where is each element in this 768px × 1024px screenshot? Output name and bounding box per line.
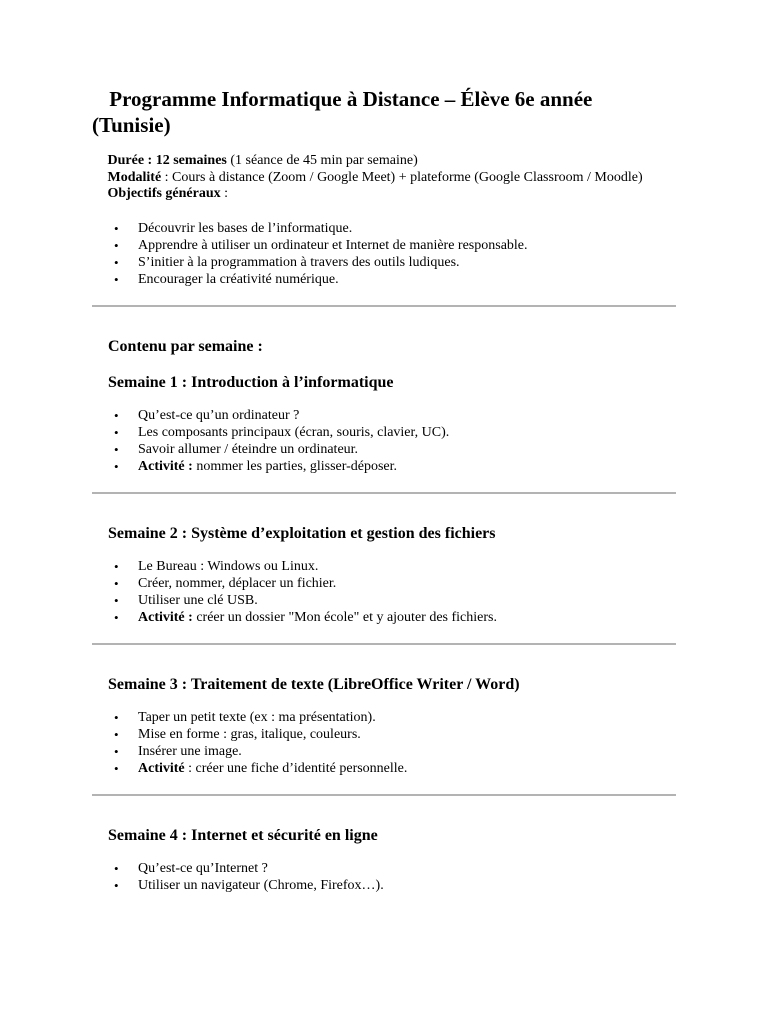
list-item: • Mise en forme : gras, italique, couleurs. [92,726,676,743]
section-divider [92,794,676,796]
activity-label: Activité [138,760,185,776]
objectives-text: : [220,186,229,201]
week-heading [92,373,676,393]
list-item: • Encourager la créativité numérique. [92,271,676,288]
list-item: • Le Bureau : Windows ou Linux. [92,558,676,575]
program-meta [92,153,676,203]
week-heading-text: Semaine 2 : Système d’exploitation et gestion des fichiers [108,524,496,542]
week-heading [92,826,676,846]
list-item: • Apprendre à utiliser un ordinateur et Internet de manière responsable. [92,237,676,254]
list-item: • Les composants principaux (écran, souris, clavier, UC). [92,424,676,441]
modality-line [92,170,676,187]
title-text: Programme Informatique à Distance – Élève 6e année (Tunisie) [92,87,593,137]
list-item: • Qu’est-ce qu’Internet ? [92,860,676,877]
week-heading-text: Semaine 3 : Traitement de texte (LibreOffice Writer / Word) [108,675,520,693]
activity-item [92,458,676,475]
content-heading-text: Contenu par semaine : [108,337,263,355]
section-divider [92,643,676,645]
list-item: • Découvrir les bases de l’informatique. [92,220,676,237]
activity-text: : créer une fiche d’identité personnelle. [184,760,408,776]
document-title [92,86,676,138]
week-items [92,407,676,475]
activity-label: Activité : [138,609,193,625]
activity-text: créer un dossier "Mon école" et y ajouter des fichiers. [192,609,497,625]
list-item: • Utiliser un navigateur (Chrome, Firefox…). [92,877,676,894]
week-heading [92,524,676,544]
week-heading-text: Semaine 1 : Introduction à l’informatique [108,373,394,391]
week-items [92,558,676,626]
duration-text: (1 séance de 45 min par semaine) [226,153,418,168]
section-divider [92,492,676,494]
objectives-label: Objectifs généraux [107,186,221,201]
document-body [92,86,676,894]
objectives-list [92,220,676,288]
list-item: • Insérer une image. [92,743,676,760]
section-divider [92,305,676,307]
list-item: • Taper un petit texte (ex : ma présentation). [92,709,676,726]
objectives-line [92,186,676,203]
week-heading-text: Semaine 4 : Internet et sécurité en ligne [108,826,378,844]
activity-item [92,760,676,777]
list-item: • S’initier à la programmation à travers des outils ludiques. [92,254,676,271]
week-items [92,709,676,777]
modality-label: Modalité [107,169,162,185]
content-heading [92,337,676,357]
list-item: • Utiliser une clé USB. [92,592,676,609]
activity-label: Activité : [138,458,193,474]
week-heading [92,675,676,695]
duration-line [92,153,676,170]
list-item: • Savoir allumer / éteindre un ordinateur. [92,441,676,458]
activity-item [92,609,676,626]
week-items [92,860,676,894]
duration-label: Durée : 12 semaines [107,153,227,168]
list-item: • Qu’est-ce qu’un ordinateur ? [92,407,676,424]
activity-text: nommer les parties, glisser-déposer. [192,458,398,474]
list-item: • Créer, nommer, déplacer un fichier. [92,575,676,592]
modality-text: : Cours à distance (Zoom / Google Meet) + plateforme (Google Classroom / Moodle) [161,169,643,185]
